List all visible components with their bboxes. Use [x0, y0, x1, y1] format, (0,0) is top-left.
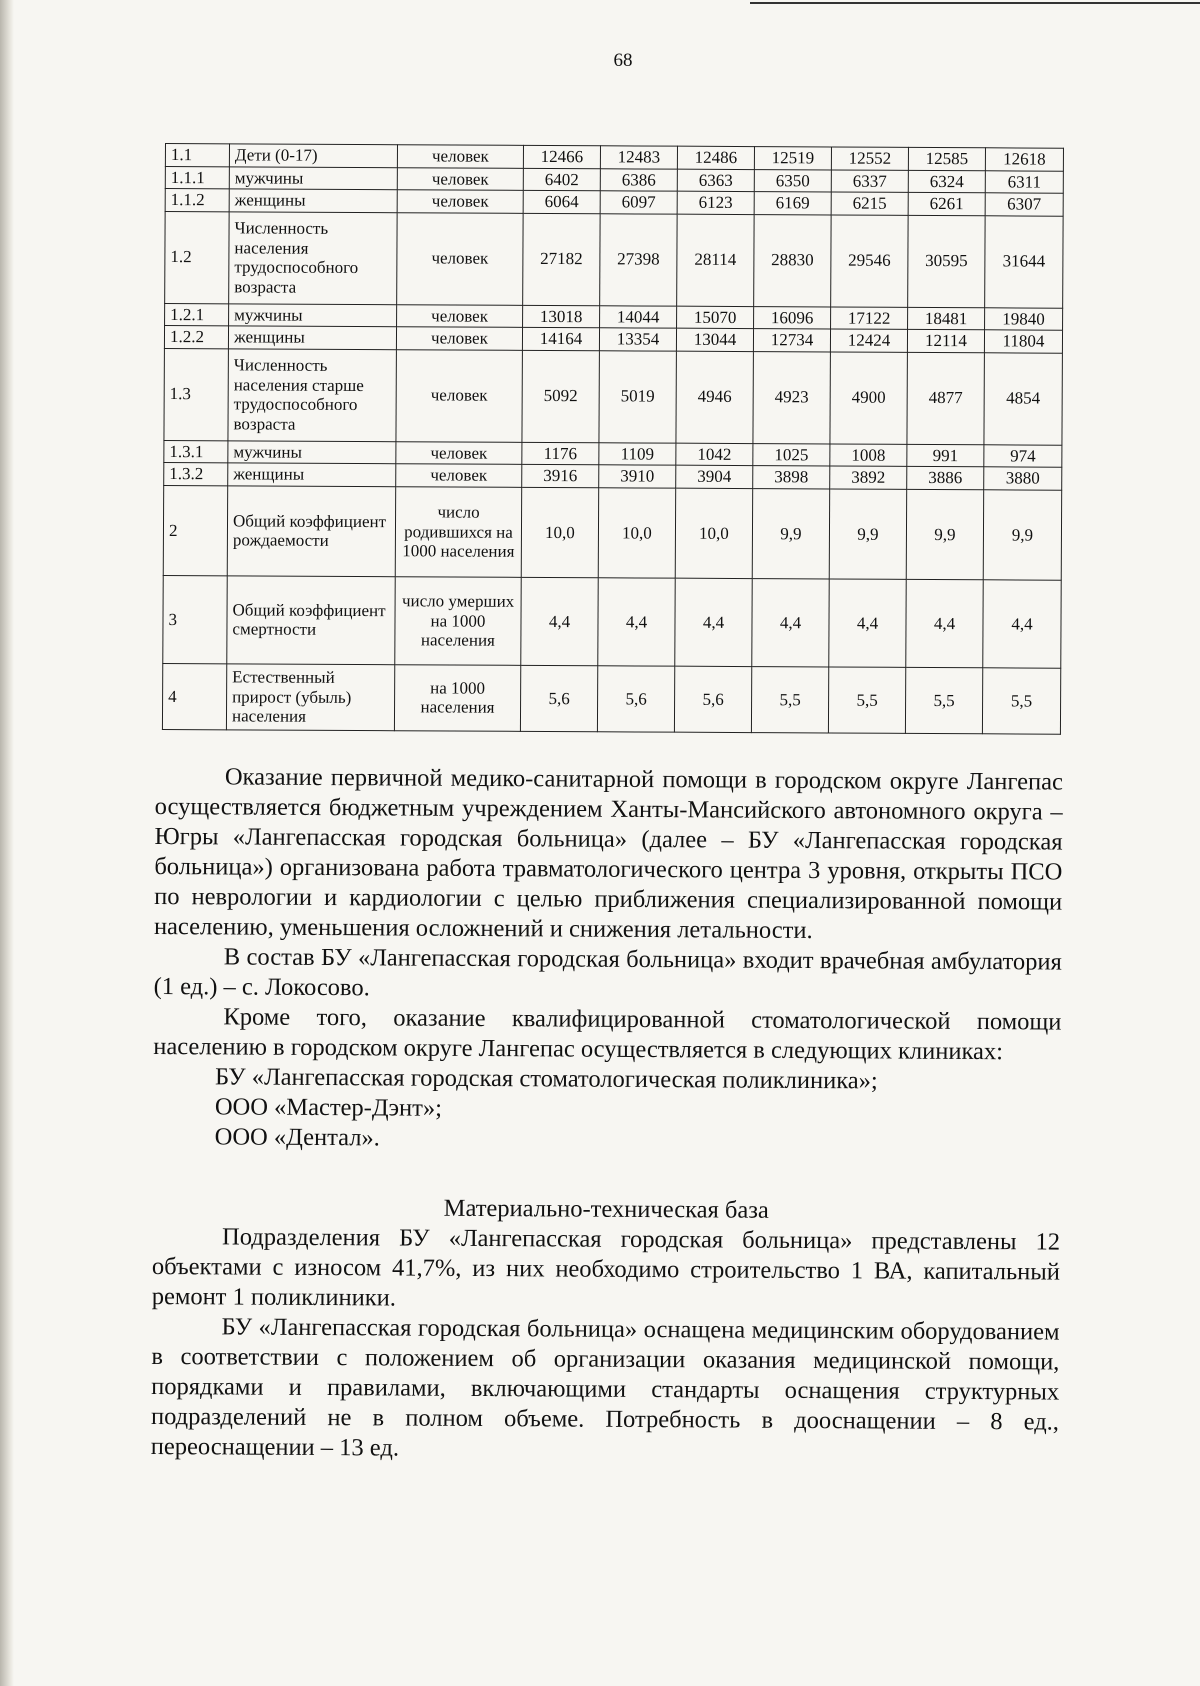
row-value: 4,4 [906, 579, 983, 667]
row-value: 6307 [985, 193, 1063, 216]
row-unit: человек [396, 349, 522, 442]
row-value: 1109 [599, 443, 676, 466]
row-value: 29546 [831, 215, 908, 307]
row-value: 4,4 [983, 580, 1061, 668]
row-value: 4946 [676, 351, 753, 443]
row-value: 5,6 [674, 666, 751, 732]
row-label: Общий коэффициент рождаемости [227, 486, 395, 577]
row-value: 12519 [754, 147, 831, 170]
row-value: 28830 [754, 214, 831, 306]
clinic-item: БУ «Лангепасская городская стоматологическая поликлиника»; [214, 1063, 878, 1095]
row-value: 5,5 [905, 667, 982, 733]
row-code: 1.3.2 [164, 463, 228, 486]
row-label: Дети (0-17) [229, 144, 397, 167]
row-code: 1.3 [164, 348, 228, 440]
row-value: 13018 [523, 305, 600, 328]
row-value: 14164 [522, 328, 599, 351]
row-unit: человек [396, 441, 522, 464]
row-code: 3 [163, 575, 227, 663]
row-value: 5,6 [520, 665, 597, 731]
row-value: 5,5 [982, 668, 1060, 734]
row-unit: человек [397, 304, 523, 327]
row-value: 18481 [908, 307, 985, 330]
row-unit: человек [397, 167, 523, 190]
row-unit: человек [397, 212, 523, 305]
row-value: 19840 [985, 307, 1063, 330]
row-value: 27182 [523, 213, 600, 305]
row-value: 6350 [754, 169, 831, 192]
row-value: 974 [984, 445, 1062, 468]
table-body [162, 144, 1063, 735]
row-value: 6337 [831, 170, 908, 193]
row-code: 1.3.1 [164, 440, 228, 463]
row-value: 12424 [830, 329, 907, 352]
row-value: 3886 [907, 467, 984, 490]
row-value: 13044 [676, 328, 753, 351]
row-value: 9,9 [752, 488, 829, 578]
row-value: 4900 [830, 352, 907, 444]
row-value: 9,9 [829, 489, 906, 579]
row-value: 6402 [523, 168, 600, 191]
row-value: 17122 [831, 307, 908, 330]
row-value: 4877 [907, 352, 984, 444]
clinic-item: ООО «Дентал». [214, 1123, 380, 1152]
demographic-table-container [162, 143, 1063, 735]
row-value: 5092 [522, 350, 599, 442]
row-value: 16096 [754, 306, 831, 329]
scan-edge [0, 0, 14, 1686]
row-value: 10,0 [675, 488, 752, 578]
row-value: 12585 [908, 147, 985, 170]
row-value: 4,4 [675, 578, 752, 666]
body-text [151, 762, 1063, 1468]
row-label: Общий коэффициент смертности [227, 576, 395, 665]
row-value: 27398 [600, 213, 677, 305]
row-unit: число родившихся на 1000 населения [395, 487, 521, 578]
row-value: 6064 [523, 190, 600, 213]
row-label: мужчины [228, 441, 396, 464]
row-label: Численность населения старше трудоспособного возраста [228, 349, 396, 442]
row-label: женщины [229, 189, 397, 212]
row-code: 1.1 [165, 144, 229, 167]
row-unit: человек [396, 464, 522, 487]
row-code: 1.1.1 [165, 166, 229, 189]
row-code: 1.2.1 [165, 303, 229, 326]
row-value: 6097 [600, 191, 677, 214]
table-row [165, 211, 1063, 308]
paragraph-primary-care: Оказание первичной медико-санитарной помощи в городском округе Лангепас осуществляется бюджетным учреждением Ханты-Мансийского автономного округа – Югры «Лангепасская городская больница» (далее – БУ «Лангепасская городская больница») организована работа травматологического центра 3 уровня, открыты ПСО по неврологии и кардиологии с целью приближения специализированной помощи населению, уменьшения осложнений и снижения летальности. [153, 763, 1063, 945]
row-value: 12466 [523, 145, 600, 168]
row-value: 4,4 [752, 578, 829, 666]
row-value: 10,0 [521, 487, 598, 577]
row-value: 15070 [677, 306, 754, 329]
row-value: 12114 [907, 330, 984, 353]
row-value: 4923 [753, 351, 830, 443]
row-value: 5,5 [828, 667, 905, 733]
row-value: 30595 [908, 215, 985, 307]
row-unit: человек [397, 190, 523, 213]
row-label: женщины [228, 463, 396, 486]
row-value: 6311 [985, 170, 1063, 193]
row-label: Численность населения трудоспособного возраста [229, 211, 397, 304]
table-row [163, 485, 1061, 580]
paragraph-ambulatory: В состав БУ «Лангепасская городская больница» входит врачебная амбулатория (1 ед.) – с. Локосово. [153, 943, 1062, 1002]
row-value: 3898 [753, 466, 830, 489]
row-value: 3892 [830, 466, 907, 489]
row-value: 6169 [754, 192, 831, 215]
row-unit: число умерших на 1000 населения [395, 577, 521, 666]
row-value: 1176 [522, 442, 599, 465]
row-label: мужчины [229, 166, 397, 189]
section-title: Материально-техническая база [443, 1194, 769, 1224]
row-label: женщины [228, 326, 396, 349]
clinic-item: ООО «Мастер-Дэнт»; [214, 1093, 443, 1122]
row-value: 14044 [600, 305, 677, 328]
row-value: 5,6 [597, 666, 674, 732]
row-code: 1.2 [165, 211, 229, 303]
row-value: 12483 [600, 146, 677, 169]
row-value: 6261 [908, 192, 985, 215]
row-value: 991 [907, 444, 984, 467]
demographic-table [162, 143, 1064, 735]
row-value: 1025 [753, 443, 830, 466]
row-value: 12486 [677, 146, 754, 169]
table-row [164, 348, 1062, 445]
row-value: 4,4 [598, 578, 675, 666]
row-value: 9,9 [906, 489, 983, 579]
top-rule [750, 2, 1200, 4]
row-value: 31644 [985, 215, 1063, 307]
row-value: 4,4 [521, 577, 598, 665]
row-value: 1042 [676, 443, 753, 466]
row-label: Естественный прирост (убыль) населения [226, 664, 394, 731]
row-unit: человек [396, 327, 522, 350]
page-number: 68 [613, 50, 633, 71]
row-value: 13354 [599, 328, 676, 351]
row-unit: человек [397, 145, 523, 168]
row-value: 3910 [599, 465, 676, 488]
row-value: 9,9 [983, 490, 1061, 580]
row-value: 3904 [676, 465, 753, 488]
row-code: 4 [162, 663, 226, 729]
table-row [163, 575, 1061, 668]
row-value: 28114 [677, 214, 754, 306]
row-value: 11804 [984, 330, 1062, 353]
row-value: 6324 [908, 170, 985, 193]
row-value: 12552 [831, 147, 908, 170]
row-value: 6123 [677, 191, 754, 214]
row-value: 12734 [753, 329, 830, 352]
row-value: 6386 [600, 168, 677, 191]
row-value: 3880 [984, 467, 1062, 490]
row-value: 10,0 [598, 488, 675, 578]
paragraph-equipment: БУ «Лангепасская городская больница» оснащена медицинским оборудованием в соответствии с положением об организации оказания медицинской помощи, порядками и правилами, включающими стандарты оснащения структурных подразделений не в полном объеме. Потребность в дооснащении – 8 ед., переоснащении – 13 ед. [150, 1313, 1060, 1462]
row-label: мужчины [229, 303, 397, 326]
row-value: 4854 [984, 353, 1062, 445]
table-row [162, 663, 1060, 734]
row-value: 12618 [985, 148, 1063, 171]
paragraph-facilities: Подразделения БУ «Лангепасская городская больница» представлены 12 объектами с износом 41,7%, из них необходимо строительство 1 ВА, капитальный ремонт 1 поликлиники. [151, 1223, 1061, 1312]
row-value: 6215 [831, 192, 908, 215]
row-value: 1008 [830, 444, 907, 467]
row-value: 4,4 [829, 579, 906, 667]
row-code: 1.1.2 [165, 189, 229, 212]
row-code: 2 [163, 485, 227, 575]
row-unit: на 1000 населения [394, 665, 520, 732]
paragraph-dental: Кроме того, оказание квалифицированной стоматологической помощи населению в городском округе Лангепас осуществляется в следующих клиниках: [153, 1003, 1062, 1066]
row-value: 5,5 [751, 666, 828, 732]
row-value: 6363 [677, 169, 754, 192]
row-value: 5019 [599, 351, 676, 443]
row-code: 1.2.2 [164, 326, 228, 349]
row-value: 3916 [522, 465, 599, 488]
